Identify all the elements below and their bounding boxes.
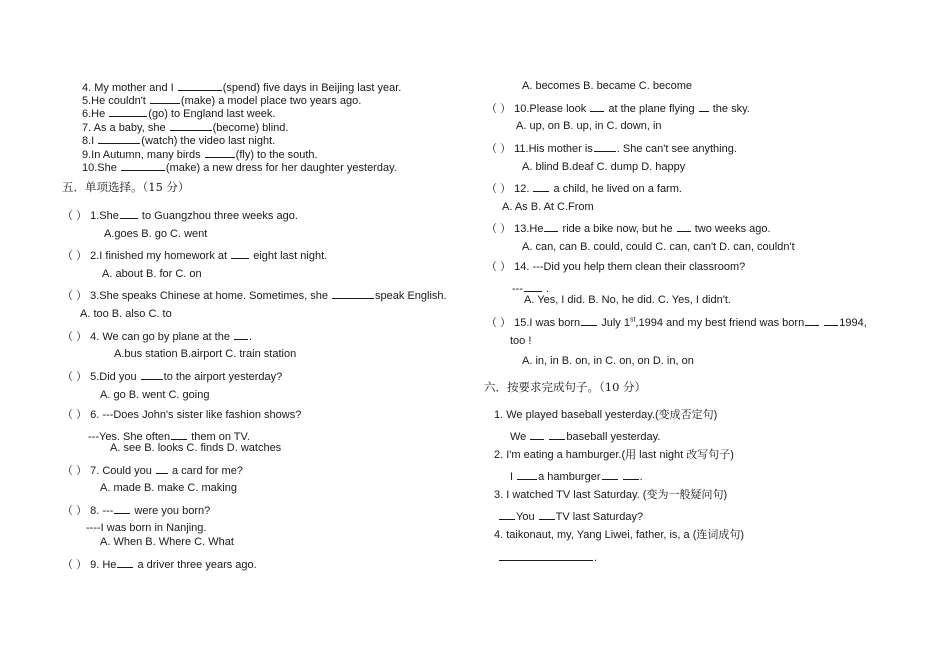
answer-paren[interactable]: （ ） [486,223,512,235]
question-15: （ ） 15.I was born July 1st,1994 and my best friend was born 1994, [486,316,867,329]
blank[interactable] [332,288,374,299]
question-9-options: A. becomes B. became C. become [522,80,692,92]
question-2: （ ） 2.I finished my homework at eight last night. [62,250,328,262]
section-6-title: 六．按要求完成句子。（10 分） [484,380,647,394]
question-11-options: A. blind B.deaf C. dump D. happy [522,161,686,173]
answer-paren[interactable]: （ ） [62,559,88,571]
blank[interactable] [824,315,838,326]
fill-item-8: 8.I (watch) the video last night. [82,135,276,147]
question-12: （ ） 12. a child, he lived on a farm. [486,183,682,195]
blank[interactable] [677,221,691,232]
sentence-2: 2. I'm eating a hamburger.(用 last night 改写句子) [494,449,734,461]
blank[interactable] [499,509,515,520]
question-14-options: A. Yes, I did. B. No, he did. C. Yes, I didn't. [524,294,731,306]
answer-paren[interactable]: （ ） [486,261,512,273]
question-4-options: A.bus station B.airport C. train station [114,348,297,360]
fill-item-6: 6.He (go) to England last week. [82,108,276,120]
blank[interactable] [117,557,133,568]
sentence-4: 4. taikonaut, my, Yang Liwei, father, is, a (连词成句) [494,529,745,541]
blank[interactable] [98,133,140,144]
fill-item-7: 7. As a baby, she (become) blind. [82,122,289,134]
section-5-title: 五．单项选择。（15 分） [62,180,190,194]
question-1: （ ） 1.She to Guangzhou three weeks ago. [62,210,298,222]
fill-item-4: 4. My mother and I (spend) five days in Beijing last year. [82,82,402,94]
blank[interactable] [623,469,639,480]
answer-paren[interactable]: （ ） [62,465,88,477]
question-1-options: A.goes B. go C. went [104,228,208,240]
answer-line[interactable] [499,550,593,561]
fill-item-5: 5.He couldn't (make) a model place two years ago. [82,95,362,107]
answer-paren[interactable]: （ ） [486,143,512,155]
blank[interactable] [171,429,187,440]
question-10: （ ） 10.Please look at the plane flying the sky. [486,103,750,115]
question-2-options: A. about B. for C. on [102,268,202,280]
blank[interactable] [533,181,549,192]
question-14: （ ） 14. ---Did you help them clean their classroom? [486,261,746,273]
blank[interactable] [805,315,819,326]
blank[interactable] [539,509,555,520]
question-8-answer: ----I was born in Nanjing. [86,522,207,534]
blank[interactable] [114,503,130,514]
blank[interactable] [517,469,537,480]
question-6: （ ） 6. ---Does John's sister like fashion shows? [62,409,302,421]
question-5-options: A. go B. went C. going [100,389,210,401]
question-7-options: A. made B. make C. making [100,482,237,494]
blank[interactable] [178,80,222,91]
sentence-3-answer: You TV last Saturday? [498,509,643,524]
question-12-options: A. As B. At C.From [502,201,594,213]
blank[interactable] [699,101,709,112]
blank[interactable] [120,208,138,219]
question-14-answer: --- . [512,283,550,295]
blank[interactable] [150,93,180,104]
sentence-3: 3. I watched TV last Saturday. (变为一般疑问句) [494,489,728,501]
blank[interactable] [602,469,618,480]
question-15-options: A. in, in B. on, in C. on, on D. in, on [522,355,694,367]
fill-item-9: 9.In Autumn, many birds (fly) to the south. [82,149,318,161]
blank[interactable] [205,147,235,158]
blank[interactable] [231,248,249,259]
question-6-answer: ---Yes. She often them on TV. [88,431,250,443]
blank[interactable] [234,329,248,340]
answer-paren[interactable]: （ ） [62,290,88,302]
fill-item-10: 10.She (make) a new dress for her daughter yesterday. [82,162,397,174]
blank[interactable] [581,315,597,326]
answer-paren[interactable]: （ ） [486,317,512,329]
question-10-options: A. up, on B. up, in C. down, in [516,120,662,132]
blank[interactable] [544,221,558,232]
question-8: （ ） 8. --- were you born? [62,505,211,517]
sentence-1: 1. We played baseball yesterday.(变成否定句) [494,409,718,421]
blank[interactable] [549,429,565,440]
question-15-tail: too ! [510,335,532,347]
answer-paren[interactable]: （ ） [62,331,88,343]
question-8-options: A. When B. Where C. What [100,536,234,548]
question-9: （ ） 9. He a driver three years ago. [62,559,257,571]
blank[interactable] [590,101,604,112]
question-13-options: A. can, can B. could, could C. can, can't D. can, couldn't [522,241,795,253]
question-7: （ ） 7. Could you a card for me? [62,465,243,477]
answer-paren[interactable]: （ ） [62,371,88,383]
blank[interactable] [121,160,165,171]
answer-paren[interactable]: （ ） [62,210,88,222]
question-4: （ ） 4. We can go by plane at the . [62,331,253,343]
blank[interactable] [141,369,163,380]
blank[interactable] [524,281,542,292]
sentence-4-answer: . [498,550,597,565]
answer-paren[interactable]: （ ） [62,409,88,421]
question-5: （ ） 5.Did you to the airport yesterday? [62,371,283,383]
blank[interactable] [170,120,212,131]
blank[interactable] [530,429,544,440]
sentence-1-answer: We baseball yesterday. [510,431,661,443]
blank[interactable] [594,141,616,152]
question-6-options: A. see B. looks C. finds D. watches [110,442,282,454]
answer-paren[interactable]: （ ） [486,183,512,195]
sentence-2-answer: I a hamburger . [510,471,643,483]
blank[interactable] [156,463,168,474]
question-3-options: A. too B. also C. to [80,308,172,320]
question-11: （ ） 11.His mother is . She can't see anything. [486,143,737,155]
answer-paren[interactable]: （ ） [486,103,512,115]
question-13: （ ） 13.He ride a bike now, but he two weeks ago. [486,223,771,235]
question-3: （ ） 3.She speaks Chinese at home. Sometimes, she speak English. [62,290,447,302]
answer-paren[interactable]: （ ） [62,250,88,262]
answer-paren[interactable]: （ ） [62,505,88,517]
blank[interactable] [109,106,147,117]
